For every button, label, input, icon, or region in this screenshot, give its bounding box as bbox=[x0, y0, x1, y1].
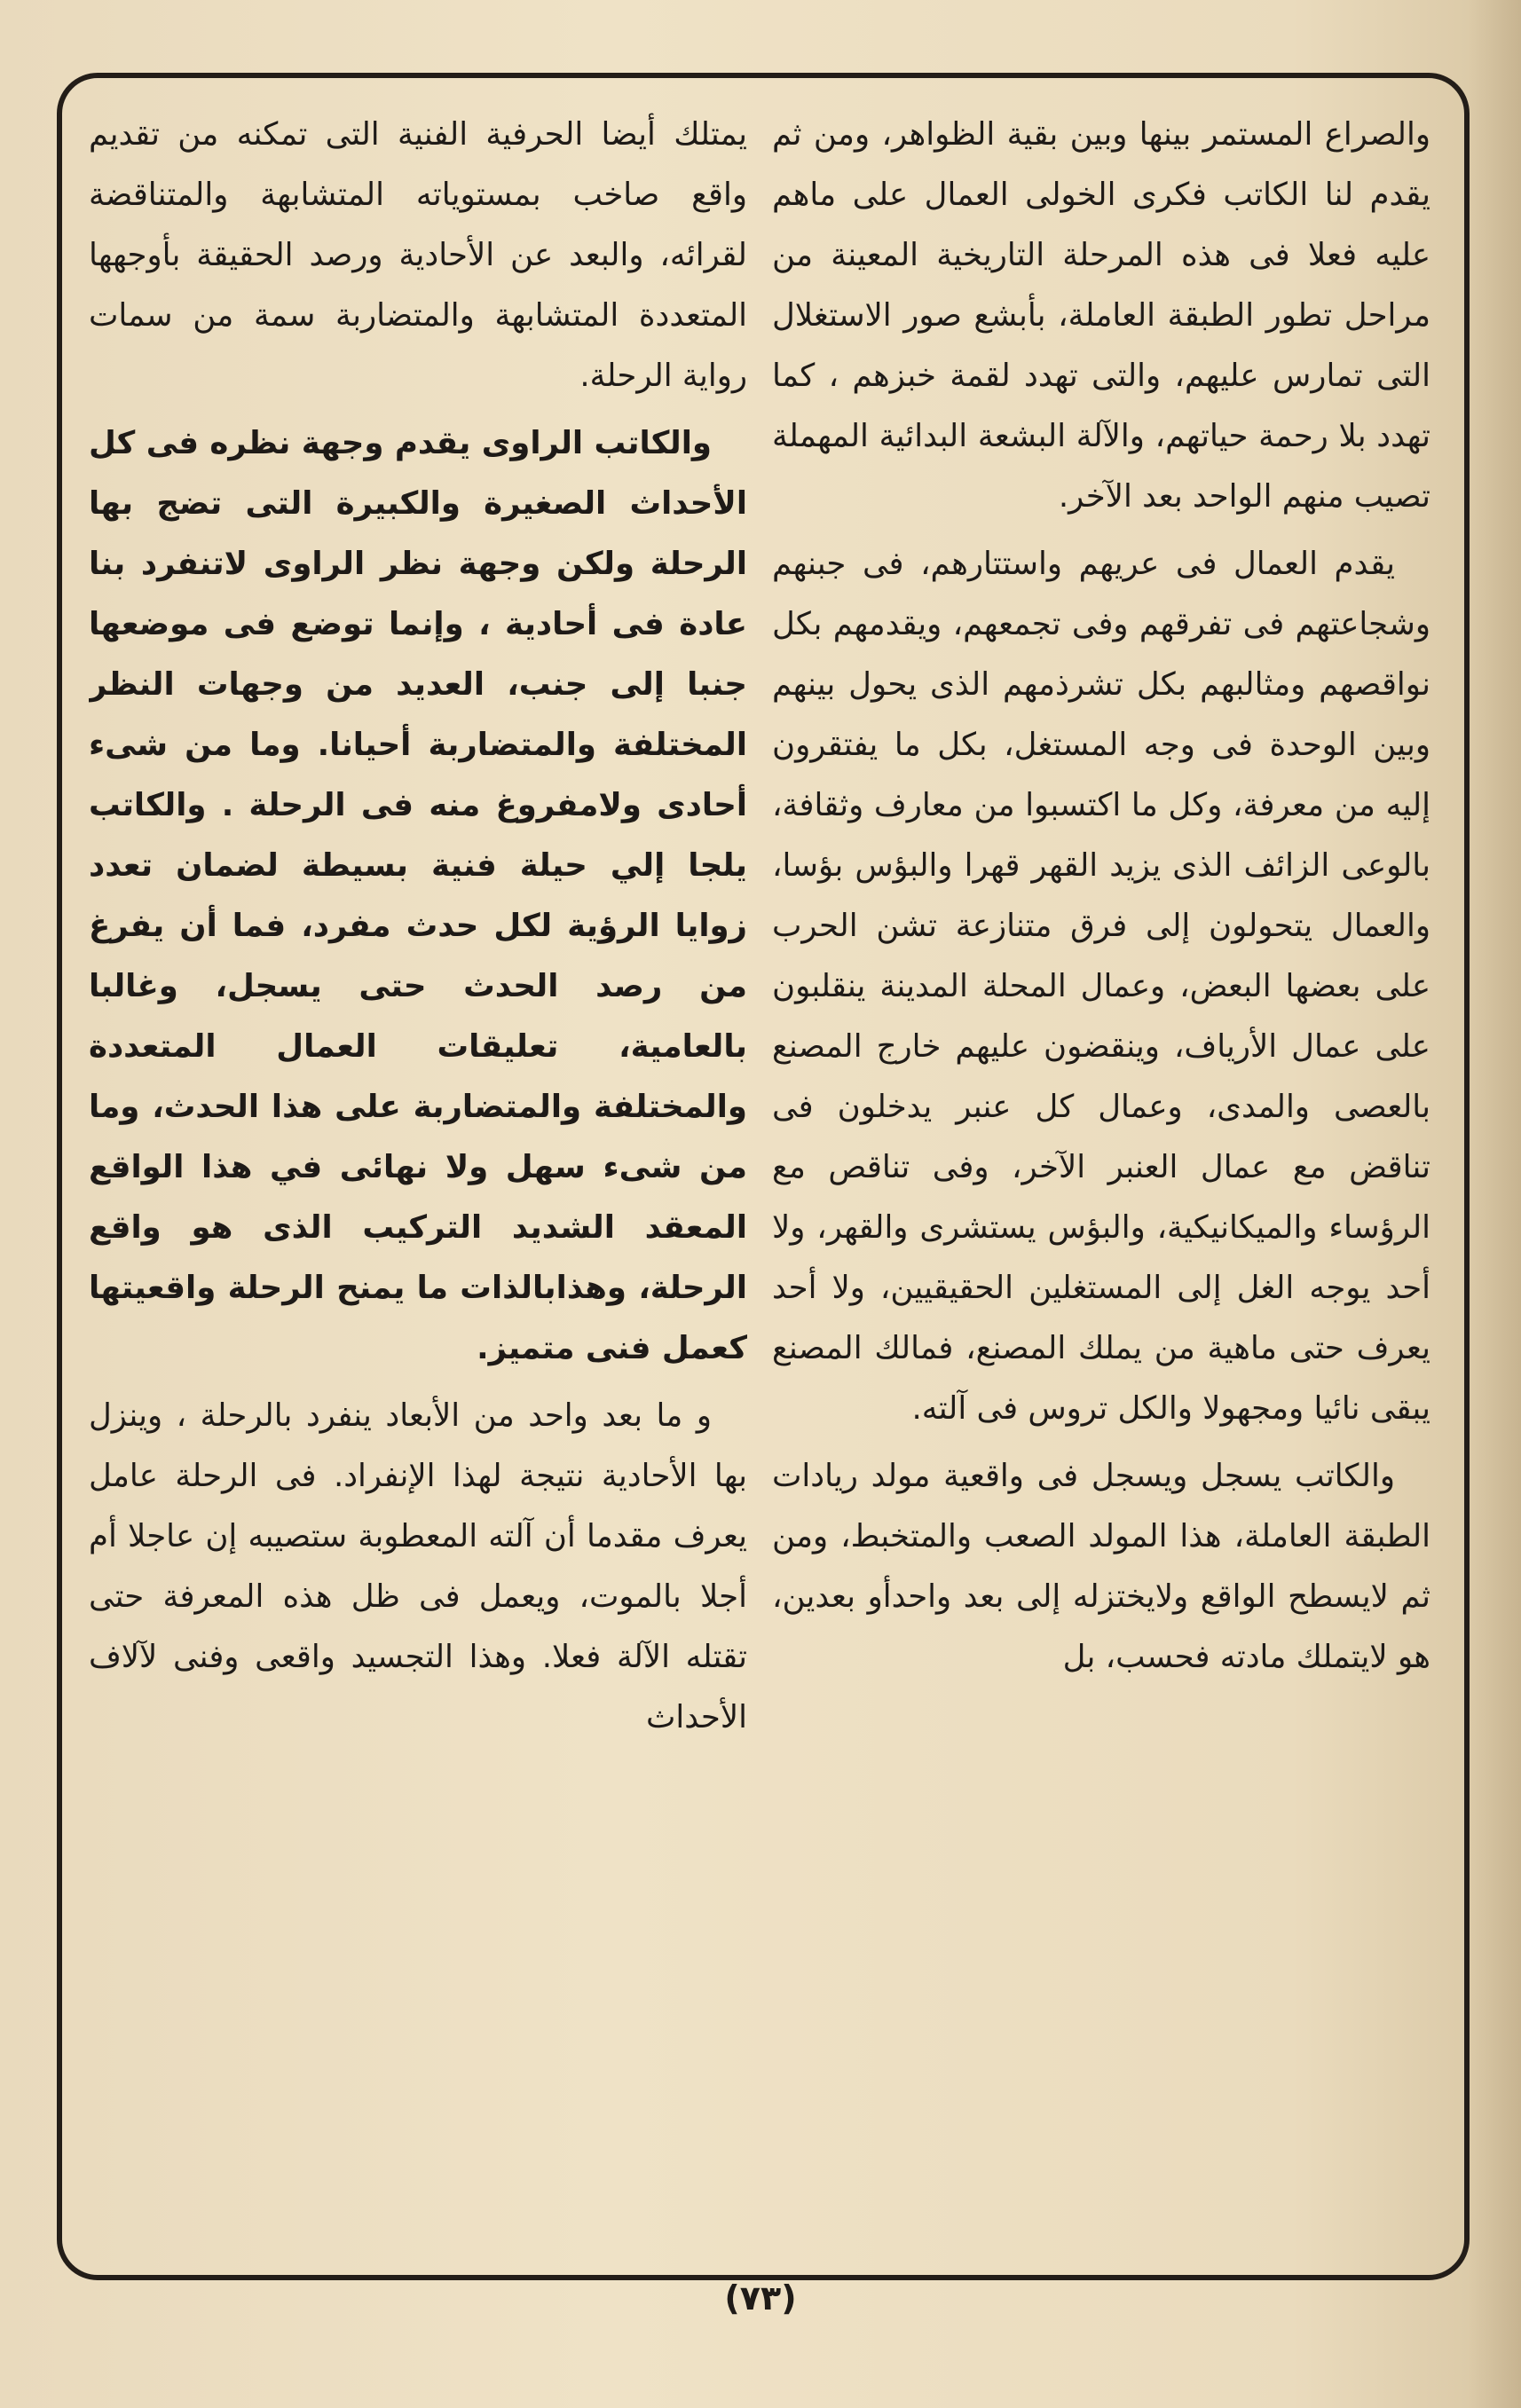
paragraph: والكاتب يسجل ويسجل فى واقعية مولد ريادات الطبقة العاملة، هذا المولد الصعب والمتخبط، ومن ثم لايسطح الواقع ولايختزله إلى بعد واحدأو بعدين، هو لايتملك مادته فحسب، بل bbox=[772, 1458, 1430, 1675]
right-column bbox=[772, 105, 1430, 2252]
left-column bbox=[89, 105, 747, 2252]
paragraph: والكاتب الراوى يقدم وجهة نظره فى كل الأحداث الصغيرة والكبيرة التى تضج بها الرحلة ولكن وجهة نظر الراوى لاتنفرد بنا عادة فى أحادية ، وإنما توضع فى موضعها جنبا إلى جنب، العديد من وجهات النظر المختلفة والمتضاربة أحيانا. وما من شىء أحادى ولامفروغ منه فى الرحلة . والكاتب يلجا إلي حيلة فنية بسيطة لضمان تعدد زوايا الرؤية لكل حدث مفرد، فما أن يفرغ من رصد الحدث حتى يسجل، وغالبا بالعامية، تعليقات العمال المتعددة والمختلفة والمتضاربة على هذا الحدث، وما من شىء سهل ولا نهائى في هذا الواقع المعقد الشديد التركيب الذى هو واقع الرحلة، وهذابالذات ما يمنح الرحلة واقعيتها كعمل فنى متميز. bbox=[89, 425, 747, 1366]
paragraph: والصراع المستمر بينها وبين بقية الظواهر، ومن ثم يقدم لنا الكاتب فكرى الخولى العمال على ماهم عليه فعلا فى هذه المرحلة التاريخية المعينة من مراحل تطور الطبقة العاملة، بأبشع صور الاستغلال التى تمارس عليهم، والتى تهدد لقمة خبزهم ، كما تهدد بلا رحمة حياتهم، والآلة البشعة البدائية المهملة تصيب منهم الواحد بعد الآخر. bbox=[772, 116, 1430, 515]
page-number: (٧٣) bbox=[724, 2278, 797, 2318]
paragraph: و ما بعد واحد من الأبعاد ينفرد بالرحلة ، وينزل بها الأحادية نتيجة لهذا الإنفراد. فى الرحلة عامل يعرف مقدما أن آلته المعطوبة ستصيبه إن عاجلا أم أجلا بالموت، ويعمل فى ظل هذه المعرفة حتى تقتله الآلة فعلا. وهذا التجسيد واقعى وفنى لآلاف الأحداث bbox=[89, 1397, 747, 1735]
paragraph: يقدم العمال فى عريهم واستتارهم، فى جبنهم وشجاعتهم فى تفرقهم وفى تجمعهم، ويقدمهم بكل نواقصهم ومثالبهم بكل تشرذمهم الذى يحول بينهم وبين الوحدة فى وجه المستغل، بكل ما يفتقرون إليه من معرفة، وكل ما اكتسبوا من معارف وثقافة، بالوعى الزائف الذى يزيد القهر قهرا والبؤس بؤسا، والعمال يتحولون إلى فرق متنازعة تشن الحرب على بعضها البعض، وعمال المحلة المدينة ينقلبون على عمال الأرياف، وينقضون عليهم خارج المصنع بالعصى والمدى، وعمال كل عنبر يدخلون فى تناقض مع عمال العنبر الآخر، وفى تناقص مع الرؤساء والميكانيكية، والبؤس يستشرى والقهر، ولا أحد يوجه الغل إلى المستغلين الحقيقيين، ولا أحد يعرف حتى ماهية من يملك المصنع، فمالك المصنع يبقى نائيا ومجهولا والكل تروس فى آلته. bbox=[772, 546, 1430, 1427]
book-spine-shadow bbox=[1468, 0, 1521, 2408]
paragraph: يمتلك أيضا الحرفية الفنية التى تمكنه من تقديم واقع صاخب بمستوياته المتشابهة والمتناقضة لقرائه، والبعد عن الأحادية ورصد الحقيقة بأوجهها المتعددة المتشابهة والمتضاربة سمة من سمات رواية الرحلة. bbox=[89, 116, 747, 394]
